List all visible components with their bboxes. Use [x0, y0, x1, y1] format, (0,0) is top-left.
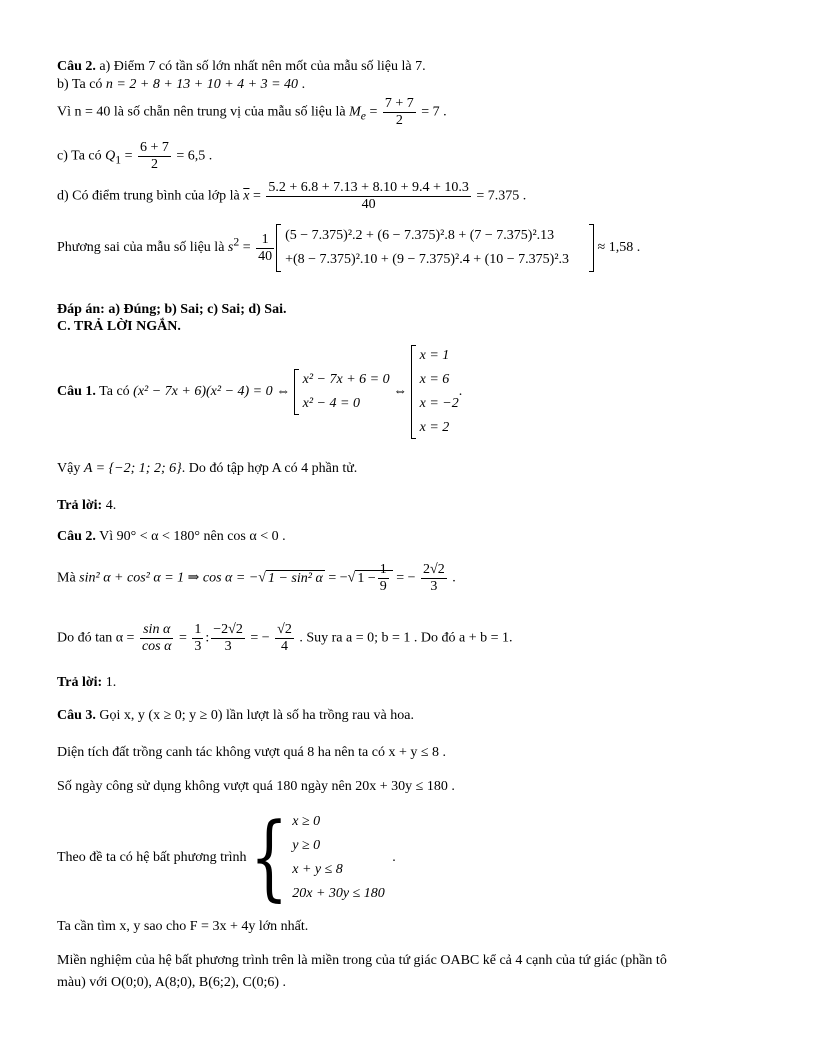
cau2-d-line: d) Có điểm trung bình của lớp là $\overline{x}$ = $\frac{5.2 + 6.8 + 7.13 + 8.10 + 9.4 + 10.3}{40}$ = 7.375 .: [57, 180, 527, 212]
c-cau1-answer: Trả lời: 4.: [57, 498, 117, 513]
c-cau3-system-line: Theo đề ta có hệ bất phương trình { x ≥ 0 y ≥ 0 x + y ≤ 8 20x + 30y ≤ 180 .: [57, 803, 396, 913]
c-cau1-line: Câu 1. Ta có (x² − 7x + 6)(x² − 4) = 0 ⇔ x² − 7x + 6 = 0 x² − 4 = 0 ⇔ x = 1 x = 6 x = −2 x = 2 .: [57, 344, 462, 440]
median-fraction: $\frac{7 + 7}{2}$: [384, 96, 414, 128]
c-cau3-line1: Câu 3. Gọi x, y (x ≥ 0; y ≥ 0) lần lượt là số ha trồng rau và hoa.: [57, 708, 414, 723]
section-heading: C. TRẢ LỜI NGẮN.: [57, 319, 181, 334]
c-cau2-answer: Trả lời: 1.: [57, 675, 117, 690]
c-cau2-line2: Mà sin² α + cos² α = 1 ⇒ cos α = −√ 1 − sin² α = −√ 1 − $\frac{1}{9}$ = − $\frac{2√2}{3}$ .: [57, 562, 456, 594]
cau2-b-line: b) Ta có n = 2 + 8 + 13 + 10 + 4 + 3 = 40 .: [57, 77, 306, 92]
mean-fraction: $\frac{5.2 + 6.8 + 7.13 + 8.10 + 9.4 + 10.3}{40}$: [268, 180, 469, 212]
curly-brace: {: [250, 803, 289, 913]
c-cau3-line5: Ta cần tìm x, y sao cho F = 3x + 4y lớn nhất.: [57, 919, 309, 934]
c-cau2-line1: Câu 2. Vì 90° < α < 180° nên cos α < 0 .: [57, 529, 286, 544]
variance-rows: (5 − 7.375)².2 + (6 − 7.375)².8 + (7 − 7.375)².13 +(8 − 7.375)².10 + (9 − 7.375)².4 + (10 − 7.375)².3: [285, 228, 570, 267]
variance-fraction: $\frac{1}{40}$: [258, 231, 273, 264]
c-cau3-line2: Diện tích đất trồng canh tác không vượt quá 8 ha nên ta có x + y ≤ 8 .: [57, 745, 447, 760]
cau2-median-line: Vì n = 40 là số chẵn nên trung vị của mẫu số liệu là $M_e$ = $\frac{7 + 7}{2}$ = 7 .: [57, 96, 447, 128]
c-cau3-line7: màu) với O(0;0), A(8;0), B(6;2), C(0;6) .: [57, 975, 287, 990]
c-cau2-line3: Do đó tan α = $\frac{\text{sin α}}{\text{cos α}}$ = $\frac{1}{3}$ : $\frac{-2√2}{3}$ = − $\frac{√2}{4}$ . Suy ra a = 0; b = 1 . Do đó a + b = 1.: [57, 622, 513, 654]
c-cau3-line3: Số ngày công sử dụng không vượt quá 180 ngày nên 20x + 30y ≤ 180 .: [57, 779, 455, 794]
c1-system: x² − 7x + 6 = 0 x² − 4 = 0: [302, 372, 390, 411]
c-cau3-line6: Miền nghiệm của hệ bất phương trình trên là miền trong của tứ giác OABC kể cả 4 cạnh của tứ giác (phần tô: [57, 953, 667, 968]
cau2-variance-line: Phương sai của mẫu số liệu là $s^2$ = $\frac{1}{40}$ (5 − 7.375)².2 + (6 − 7.375)².8 + (7 − 7.375)².13 +(8 − 7.375)².10 + (9 − 7.375)².4 + (10 − 7.375)².3 ≈ 1,58 .: [57, 224, 640, 272]
c-cau1-conclusion: Vậy A = {−2; 1; 2; 6}. Do đó tập hợp A có 4 phần tử.: [57, 461, 358, 476]
cau2-a-line: Câu 2. a) Điểm 7 có tần số lớn nhất nên mốt của mẫu số liệu là 7.: [57, 59, 426, 74]
c1-roots: x = 1 x = 6 x = −2 x = 2: [419, 348, 459, 435]
q1-fraction: $\frac{6 + 7}{2}$: [139, 140, 169, 172]
c3-system: x ≥ 0 y ≥ 0 x + y ≤ 8 20x + 30y ≤ 180: [292, 814, 385, 901]
cau2-answer: Đáp án: a) Đúng; b) Sai; c) Sai; d) Sai.: [57, 302, 287, 317]
cau2-c-line: c) Ta có $Q_1$ = $\frac{6 + 7}{2}$ = 6,5 .: [57, 140, 213, 172]
